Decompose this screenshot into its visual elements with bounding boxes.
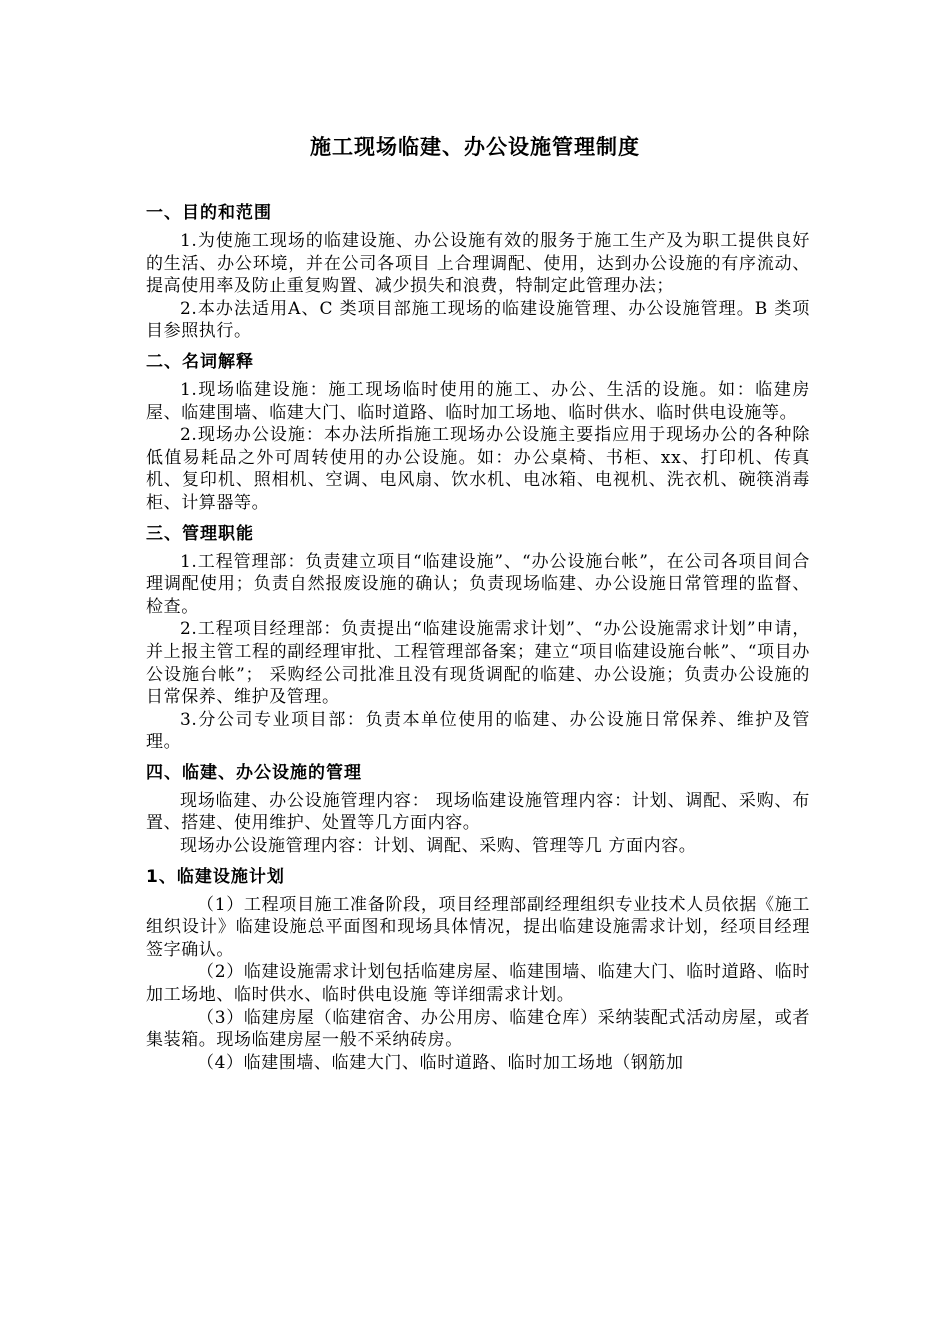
paragraph: 2.本办法适用A、C 类项目部施工现场的临建设施管理、办公设施管理。B 类项目参照执行。 xyxy=(146,298,810,342)
section-heading: 四、临建、办公设施的管理 xyxy=(146,762,362,783)
paragraph: （1）工程项目施工准备阶段，项目经理部副经理组织专业技术人员依据《施工组织设计》临建设施总平面图和现场具体情况，提出临建设施需求计划，经项目经理签字确认。 xyxy=(146,894,810,960)
paragraph: 1.工程管理部：负责建立项目“临建设施”、“办公设施台帐”，在公司各项目间合理调配使用；负责自然报废设施的确认；负责现场临建、办公设施日常管理的监督、检查。 xyxy=(146,551,810,617)
section-heading: 三、管理职能 xyxy=(146,523,254,544)
paragraph: 1.为使施工现场的临建设施、办公设施有效的服务于施工生产及为职工提供良好的生活、办公环境，并在公司各项目 上合理调配、使用，达到办公设施的有序流动、提高使用率及防止重复购置、减少损失和浪费，特制定此管理办法； xyxy=(146,231,810,297)
paragraph: 现场临建、办公设施管理内容： 现场临建设施管理内容：计划、调配、采购、布置、搭建、使用维护、处置等几方面内容。 xyxy=(146,790,810,834)
paragraph: （4）临建围墙、临建大门、临时道路、临时加工场地（钢筋加 xyxy=(197,1052,684,1073)
paragraph: 2.工程项目经理部：负责提出“临建设施需求计划”、“办公设施需求计划”申请，并上报主管工程的副经理审批、工程管理部备案；建立“项目临建设施台帐”、“项目办公设施台帐”； 采购经公司批准且没有现货调配的临建、办公设施；负责办公设施的日常保养、维护及管理。 xyxy=(146,619,810,708)
paragraph: （2）临建设施需求计划包括临建房屋、临建围墙、临建大门、临时道路、临时加工场地、临时供水、临时供电设施 等详细需求计划。 xyxy=(146,962,810,1006)
paragraph: （3）临建房屋（临建宿舍、办公用房、临建仓库）采纳装配式活动房屋，或者集装箱。现场临建房屋一般不采纳砖房。 xyxy=(146,1007,810,1051)
section-heading: 二、名词解释 xyxy=(146,351,254,372)
paragraph: 3.分公司专业项目部：负责本单位使用的临建、办公设施日常保养、维护及管理。 xyxy=(146,709,810,753)
section-heading: 一、目的和范围 xyxy=(146,203,272,223)
document-title: 施工现场临建、办公设施管理制度 xyxy=(310,135,640,159)
paragraph: 现场办公设施管理内容：计划、调配、采购、管理等几 方面内容。 xyxy=(180,836,697,857)
paragraph: 1.现场临建设施：施工现场临时使用的施工、办公、生活的设施。如：临建房屋、临建围墙、临建大门、临时道路、临时加工场地、临时供水、临时供电设施等。 xyxy=(146,379,810,423)
subsection-heading: 1、临建设施计划 xyxy=(146,866,285,887)
paragraph: 2.现场办公设施：本办法所指施工现场办公设施主要指应用于现场办公的各种除低值易耗品之外可周转使用的办公设施。如：办公桌椅、书柜、xx、打印机、传真机、复印机、照相机、空调、电风扇、饮水机、电冰箱、电视机、洗衣机、碗筷消毒柜、计算器等。 xyxy=(146,425,810,513)
document-body xyxy=(146,198,810,1074)
